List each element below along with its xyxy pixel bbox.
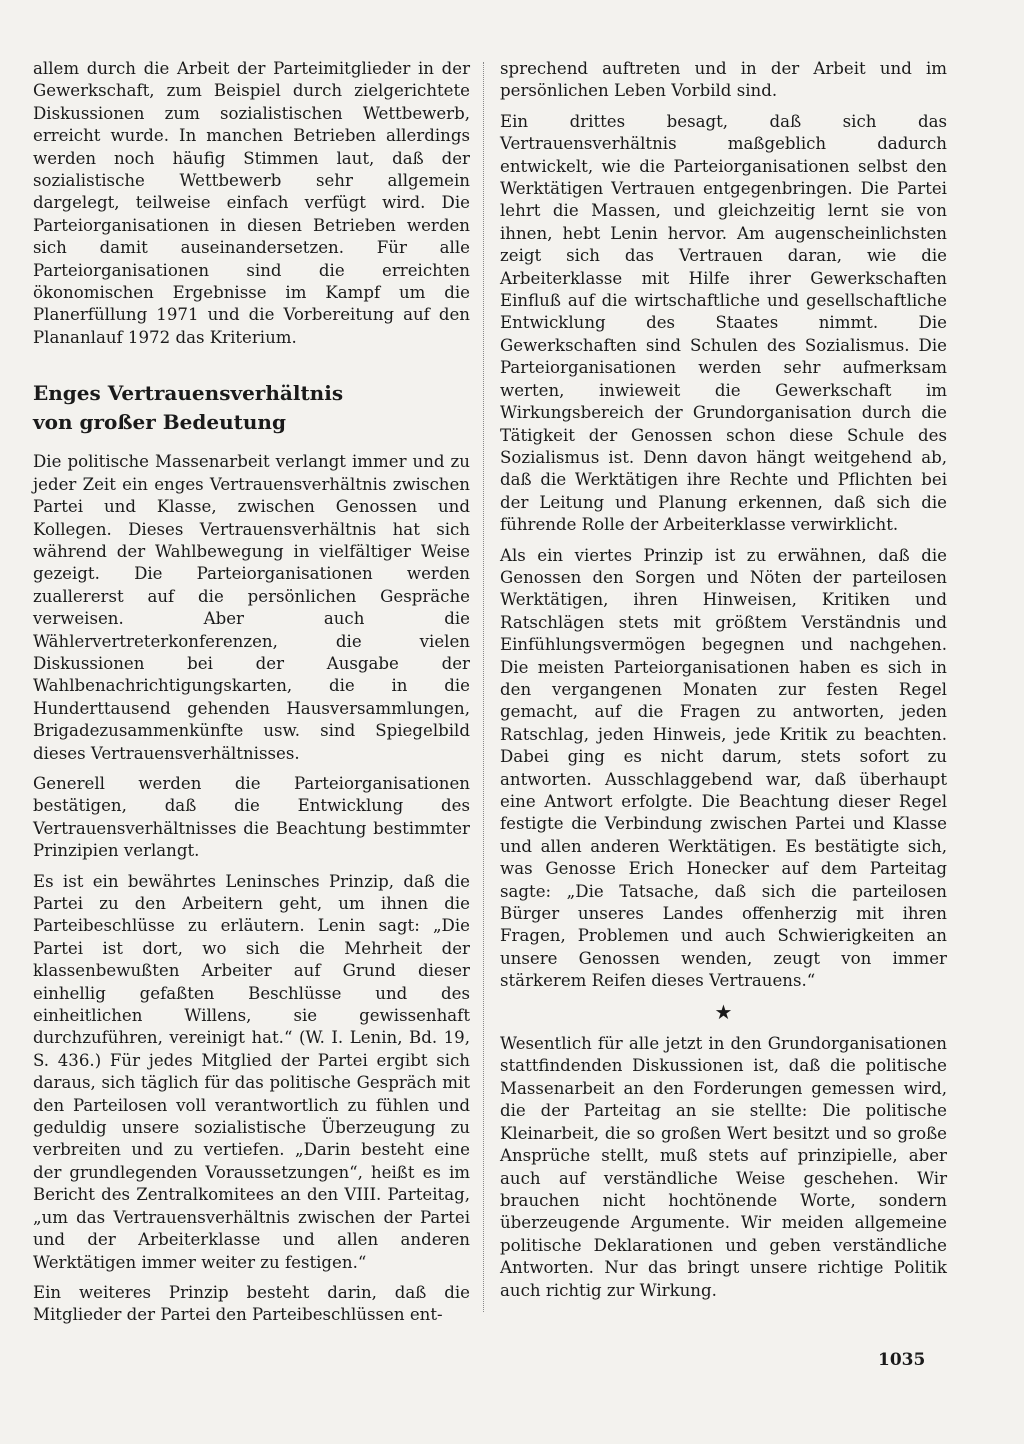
page-number: 1035 bbox=[878, 1350, 926, 1370]
star-separator: ★ bbox=[714, 999, 733, 1024]
paragraph-continued: sprechend auftreten und in der Arbeit und im persönlichen Leben Vorbild sind. bbox=[500, 59, 947, 101]
paragraph-5: Ein drittes besagt, daß sich das Vertrauensverhältnis maßgeblich dadurch entwickelt, wie die Parteiorganisationen selbst den Werktätigen Vertrauen entgegenbringen. Die Partei lehrt die Massen, und gleichzeitig lernt sie von ihnen, hebt Lenin hervor. Am augenscheinlichsten zeigt sich das Vertrauen daran, wie die Arbeiterklasse mit Hilfe ihrer Gewerkschaften Einfluß auf die wirtschaftliche und gesellschaftliche Entwicklung des Staates nimmt. Die Gewerkschaften sind Schulen des Sozialismus. Die Parteiorganisationen werden sehr aufmerksam werten, inwieweit die Gewerkschaft im Wirkungsbereich der Grundorganisation durch die Tätigkeit der Genossen schon diese Schule des Sozialismus ist. Denn davon hängt weitgehend ab, daß die Werktätigen ihre Rechte und Pflichten bei der Leitung und Planung erkennen, daß sich die führende Rolle der Arbeiterklasse verwirklicht. bbox=[500, 111, 947, 535]
paragraph-7: Wesentlich für alle jetzt in den Grundorganisationen stattfindenden Diskussionen ist, daß die politische Massenarbeit an den Forderungen gemessen wird, die der Parteitag an sie stellte: Die politische Kleinarbeit, die so großen Wert besitzt und so große Ansprüche stellt, muß stets auf prinzipielle, aber auch auf verständliche Weise geschehen. Wir brauchen nicht hochtönende Worte, sondern überzeugende Argumente. Wir meiden allgemeine politische Deklarationen und geben verständliche Antworten. Nur das bringt unsere richtige Politik auch richtig zur Wirkung. bbox=[500, 1034, 947, 1300]
column-divider bbox=[483, 62, 486, 1312]
heading-line-2: von großer Bedeutung bbox=[33, 410, 286, 435]
left-column bbox=[33, 58, 470, 1335]
section-heading bbox=[33, 379, 470, 437]
paragraph-1: Die politische Massenarbeit verlangt immer und zu jeder Zeit ein enges Vertrauensverhältnis zwischen Partei und Klasse, zwischen Genossen und Kollegen. Dieses Vertrauensverhältnis hat sich während der Wahlbewegung in vielfältiger Weise gezeigt. Die Parteiorganisationen werden zuallererst auf die persönlichen Gespräche verweisen. Aber auch die Wählervertreterkonferenzen, die vielen Diskussionen bei der Ausgabe der Wahlbenachrichtigungskarten, die in die Hunderttausend gehenden Hausversammlungen, Brigadezusammenkünfte usw. sind Spiegelbild dieses Vertrauensverhältnisses. bbox=[33, 452, 470, 763]
paragraph-4: Ein weiteres Prinzip besteht darin, daß die Mitglieder der Partei den Parteibeschlüssen ent- bbox=[33, 1282, 470, 1325]
paragraph-intro: allem durch die Arbeit der Parteimitglieder in der Gewerkschaft, zum Beispiel durch zielgerichtete Diskussionen zum sozialistischen Wettbewerb, erreicht wurde. In manchen Betrieben allerdings werden noch häufig Stimmen laut, daß der sozialistische Wettbewerb sehr allgemein dargelegt, teilweise einfach verfügt wird. Die Parteiorganisationen in diesen Betrieben werden sich damit auseinandersetzen. Für alle Parteiorganisationen sind die erreichten ökonomischen Ergebnisse im Kampf um die Planerfüllung 1971 und die Vorbereitung auf den Plananlauf 1972 das Kriterium. bbox=[33, 59, 470, 347]
right-column bbox=[500, 58, 947, 1310]
paragraph-2: Generell werden die Parteiorganisationen bestätigen, daß die Entwicklung des Vertrauensverhältnisses die Beachtung bestimmter Prinzipien verlangt. bbox=[33, 773, 470, 861]
paragraph-6: Als ein viertes Prinzip ist zu erwähnen, daß die Genossen den Sorgen und Nöten der parteilosen Werktätigen, ihren Hinweisen, Kritiken und Ratschlägen stets mit größtem Verständnis und Einfühlungsvermögen begegnen und nachgehen. Die meisten Parteiorganisationen haben es sich in den vergangenen Monaten zur festen Regel gemacht, auf die Fragen zu antworten, jeden Ratschlag, jeden Hinweis, jede Kritik zu beachten. Dabei ging es nicht darum, stets sofort zu antworten. Ausschlaggebend war, daß überhaupt eine Antwort erfolgte. Die Beachtung dieser Regel festigte die Verbindung zwischen Partei und Klasse und allen anderen Werktätigen. Es bestätigte sich, was Genosse Erich Honecker auf dem Parteitag sagte: „Die Tatsache, daß sich die parteilosen Bürger unseres Landes offenherzig mit ihren Fragen, Problemen und auch Schwierigkeiten an unsere Genossen wenden, zeugt von immer stärkerem Reifen dieses Vertrauens.“ bbox=[500, 545, 947, 991]
paragraph-3: Es ist ein bewährtes Leninsches Prinzip, daß die Partei zu den Arbeitern geht, um ihnen die Parteibeschlüsse zu erläutern. Lenin sagt: „Die Partei ist dort, wo sich die Mehrheit der klassenbewußten Arbeiter auf Grund dieser einhellig gefaßten Beschlüsse und des einheitlichen Willens, sie gewissenhaft durchzuführen, vereinigt hat.“ (W. I. Lenin, Bd. 19, S. 436.) Für jedes Mitglied der Partei ergibt sich daraus, sich täglich für das politische Gespräch mit den Parteilosen voll verantwortlich zu fühlen und geduldig unsere sozialistische Überzeugung zu verbreiten und zu vertiefen. „Darin besteht eine der grundlegenden Voraussetzungen“, heißt es im Bericht des Zentralkomitees an den VIII. Parteitag, „um das Vertrauensverhältnis zwischen der Partei und der Arbeiterklasse und allen anderen Werktätigen immer weiter zu festigen.“ bbox=[33, 871, 470, 1272]
heading-line-1: Enges Vertrauensverhältnis bbox=[33, 381, 344, 406]
